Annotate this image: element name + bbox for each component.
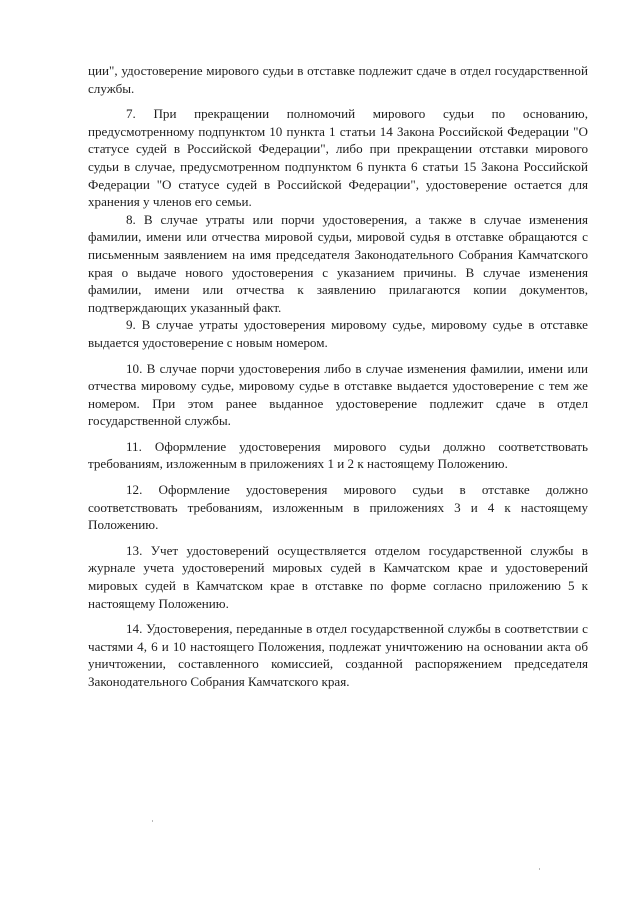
scan-speck (539, 868, 540, 870)
document-body (88, 62, 588, 691)
paragraph-10: 10. В случае порчи удостоверения либо в случае изменения фамилии, имени или отчества мировому судье, мировому судье в отставке выдается удостоверение с тем же номером. При этом ранее выданное удостоверение подлежит сдаче в отдел государственной службы. (88, 360, 588, 429)
paragraph-continuation: ции", удостоверение мирового судьи в отставке подлежит сдаче в отдел государственной службы. (88, 63, 588, 96)
paragraph-7: 7. При прекращении полномочий мирового судьи по основанию, предусмотренному подпунктом 10 пункта 1 статьи 14 Закона Российской Федерации "О статусе судей в Российской Федерации", либо при прекращении отставки мирового судьи в случае, предусмотренном подпунктом 6 пункта 6 статьи 15 Закона Российской Федерации "О статусе судей в Российской Федерации", удостоверение остается для хранения у членов его семьи. (88, 106, 588, 210)
paragraph-11: 11. Оформление удостоверения мирового судьи должно соответствовать требованиям, изложенным в приложениях 1 и 2 к настоящему Положению. (88, 438, 588, 472)
paragraph-8: 8. В случае утраты или порчи удостоверения, а также в случае изменения фамилии, имени или отчества мировой судьи, мировой судья в отставке обращаются с письменным заявлением на имя председателя Законодательного Собрания Камчатского края о выдаче нового удостоверения с указанием причины. В случае изменения фамилии, имени или отчества к заявлению прилагаются копии документов, подтверждающих указанный факт. (88, 211, 588, 315)
paragraph-12: 12. Оформление удостоверения мирового судьи в отставке должно соответствовать требованиям, изложенным в приложениях 3 и 4 к настоящему Положению. (88, 482, 588, 533)
scan-speck (152, 820, 153, 822)
paragraph-13: 13. Учет удостоверений осуществляется отделом государственной службы в журнале учета удостоверений мировых судей в Камчатском крае и удостоверений мировых судей в Камчатском крае в отставке по форме согласно приложению 5 к настоящему Положению. (88, 542, 588, 611)
paragraph-14: 14. Удостоверения, переданные в отдел государственной службы в соответствии с частями 4, 6 и 10 настоящего Положения, подлежат уничтожению на основании акта об уничтожении, составленного комиссией, созданной распоряжением председателя Законодательного Собрания Камчатского края. (88, 621, 588, 689)
paragraph-9: 9. В случае утраты удостоверения мировому судье, мировому судье в отставке выдается удостоверение с новым номером. (88, 317, 588, 350)
